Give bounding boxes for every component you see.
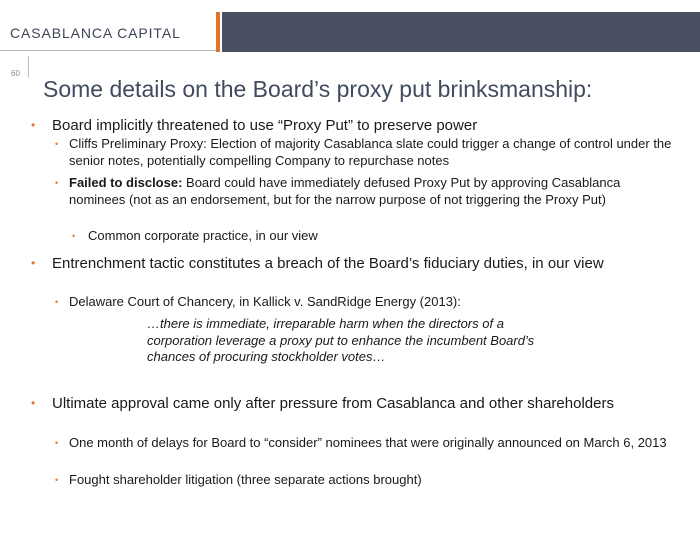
bullet-level3: Common corporate practice, in our view — [88, 228, 318, 243]
bullet-icon: • — [72, 231, 76, 241]
brand-logo-text: CASABLANCA CAPITAL — [10, 25, 181, 41]
bullet-icon: • — [31, 118, 36, 132]
bullet-level1: Board implicitly threatened to use “Proxy Put” to preserve power — [52, 117, 478, 134]
bullet-icon: • — [55, 438, 59, 448]
bold-label: Failed to disclose: — [69, 175, 183, 190]
bullet-level2: Delaware Court of Chancery, in Kallick v. SandRidge Energy (2013): — [69, 294, 461, 309]
bullet-icon: • — [55, 475, 59, 485]
bullet-text: Board could have immediately defused Proxy Put by approving Casablanca nominees (not as an endorsement, but for the narrow purpose of not triggering the Proxy Put) — [69, 175, 621, 207]
bullet-level2: One month of delays for Board to “consider” nominees that were originally announced on March 6, 2013 — [69, 435, 667, 450]
slide-title: Some details on the Board’s proxy put brinksmanship: — [43, 76, 593, 102]
court-quote: …there is immediate, irreparable harm when the directors of a corporation leverage a proxy put to enhance the incumbent Board’s chances of procuring stockholder votes… — [147, 316, 535, 364]
bullet-icon: • — [55, 178, 59, 188]
bullet-level1: Entrenchment tactic constitutes a breach of the Board’s fiduciary duties, in our view — [52, 255, 604, 272]
page-number: 60 — [11, 69, 20, 78]
bullet-icon: • — [31, 396, 36, 410]
bullet-level2: Cliffs Preliminary Proxy: Election of majority Casablanca slate could trigger a change of control under the senior notes, potentially compelling Company to repurchase notes — [69, 136, 672, 168]
bullet-level2 — [69, 175, 649, 208]
bullet-icon: • — [55, 297, 59, 307]
bullet-icon: • — [31, 256, 36, 270]
bullet-icon: • — [55, 139, 59, 149]
bullet-level1: Ultimate approval came only after pressure from Casablanca and other shareholders — [52, 395, 614, 412]
bullet-level2: Fought shareholder litigation (three separate actions brought) — [69, 472, 422, 487]
